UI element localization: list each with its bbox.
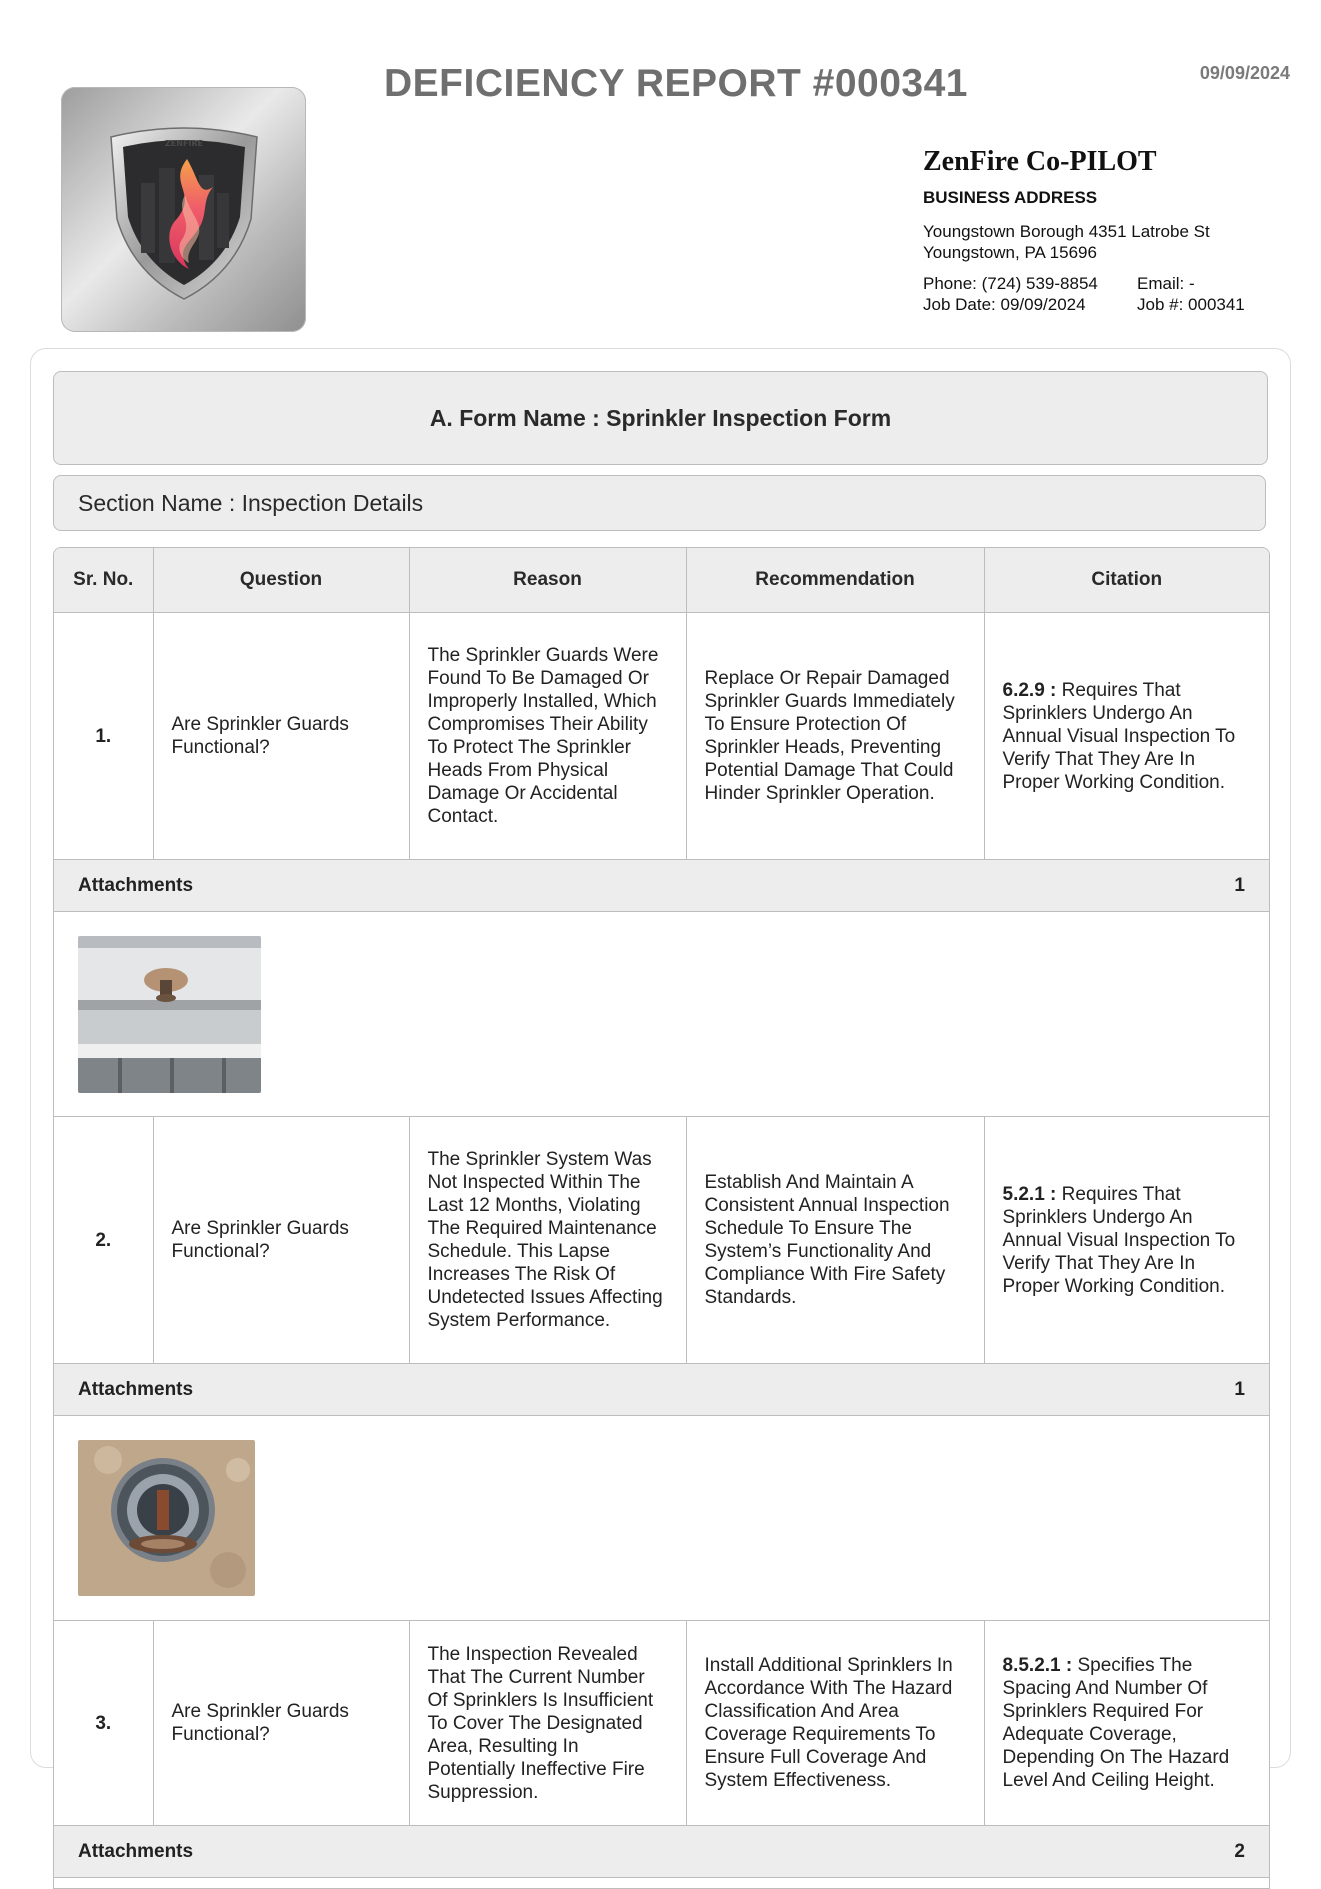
table-row [54,1117,1269,1364]
attachments-label: Attachments [78,875,194,896]
table-row [54,1621,1269,1826]
attachments-header-row [54,1826,1269,1878]
row-reason: The Inspection Revealed That The Current Number Of Sprinklers Is Insufficient To Cover The Designated Area, Resulting In Potentially Ineffective Fire Suppression. [409,1621,686,1826]
column-header-question: Question [153,548,409,613]
attachments-header-row [54,1364,1269,1416]
column-header-recommendation: Recommendation [686,548,984,613]
job-date: Job Date: 09/09/2024 [923,295,1086,314]
business-address-line1: Youngstown Borough 4351 Latrobe St [923,222,1210,241]
report-title: DEFICIENCY REPORT #000341 [384,62,968,105]
row-recommendation: Replace Or Repair Damaged Sprinkler Guards Immediately To Ensure Protection Of Sprinkler Heads, Preventing Potential Damage That Could Hinder Sprinkler Operation. [686,613,984,860]
attachments-count: 2 [1234,1841,1245,1862]
citation-text: Requires That Sprinklers Undergo An Annual Visual Inspection To Verify That They Are In Proper Working Condition. [1002,679,1236,793]
row-citation [984,613,1269,860]
attachments-count: 1 [1234,875,1245,896]
form-name-heading: A. Form Name : Sprinkler Inspection Form [429,404,892,431]
attachments-row [54,1416,1269,1621]
business-info [923,146,1293,315]
table-header-row [54,548,1269,613]
table-row [54,613,1269,860]
company-logo [61,87,306,332]
attachments-count: 1 [1234,1379,1245,1400]
section-name-panel [53,475,1266,531]
row-question: Are Sprinkler Guards Functional? [153,1117,409,1364]
shield-flame-icon [105,123,263,303]
row-number: 2. [54,1117,153,1364]
row-number: 3. [54,1621,153,1826]
attachments-label: Attachments [78,1379,194,1400]
attachment-thumbnail[interactable] [78,1440,255,1596]
citation-code: 6.2.9 : [1002,679,1057,701]
row-number: 1. [54,613,153,860]
row-reason: The Sprinkler Guards Were Found To Be Damaged Or Improperly Installed, Which Compromises Their Ability To Protect The Sprinkler Heads From Physical Damage Or Accidental Contact. [409,613,686,860]
citation-code: 5.2.1 : [1002,1183,1057,1205]
citation-text: Specifies The Spacing And Number Of Sprinklers Required For Adequate Coverage, Depending On The Hazard Level And Ceiling Height. [1002,1655,1230,1791]
citation-code: 8.5.2.1 : [1002,1655,1073,1676]
row-recommendation: Install Additional Sprinklers In Accordance With The Hazard Classification And Area Coverage Requirements To Ensure Full Coverage And System Effectiveness. [686,1621,984,1826]
business-address-line2: Youngstown, PA 15696 [923,243,1097,262]
business-contact-grid [923,273,1293,315]
svg-text:ZENFIRE: ZENFIRE [164,139,204,148]
business-address-label: BUSINESS ADDRESS [923,188,1098,207]
column-header-citation: Citation [984,548,1269,613]
column-header-sr-no: Sr. No. [54,548,153,613]
job-number: Job #: 000341 [1137,295,1245,314]
row-citation [984,1117,1269,1364]
form-name-panel [53,371,1268,465]
column-header-reason: Reason [409,548,686,613]
deficiency-table [54,548,1269,1878]
attachment-thumbnail[interactable] [78,936,261,1093]
attachments-label: Attachments [78,1841,194,1862]
business-name: ZenFire Co-PILOT [923,146,1157,177]
business-phone: Phone: (724) 539-8854 [923,274,1098,293]
report-date: 09/09/2024 [1199,63,1290,83]
attachments-header-row [54,860,1269,912]
row-question: Are Sprinkler Guards Functional? [153,1621,409,1826]
business-email: Email: - [1137,274,1195,293]
row-reason: The Sprinkler System Was Not Inspected Within The Last 12 Months, Violating The Required Maintenance Schedule. This Lapse Increases The Risk Of Undetected Issues Affecting System Performance. [409,1117,686,1364]
deficiency-table-wrapper [53,547,1270,1889]
attachments-row [54,912,1269,1117]
section-name-heading: Section Name : Inspection Details [78,489,424,516]
citation-text: Requires That Sprinklers Undergo An Annual Visual Inspection To Verify That They Are In Proper Working Condition. [1002,1183,1236,1297]
row-question: Are Sprinkler Guards Functional? [153,613,409,860]
row-recommendation: Establish And Maintain A Consistent Annual Inspection Schedule To Ensure The System’s Functionality And Compliance With Fire Safety Standards. [686,1117,984,1364]
row-citation [984,1621,1269,1826]
